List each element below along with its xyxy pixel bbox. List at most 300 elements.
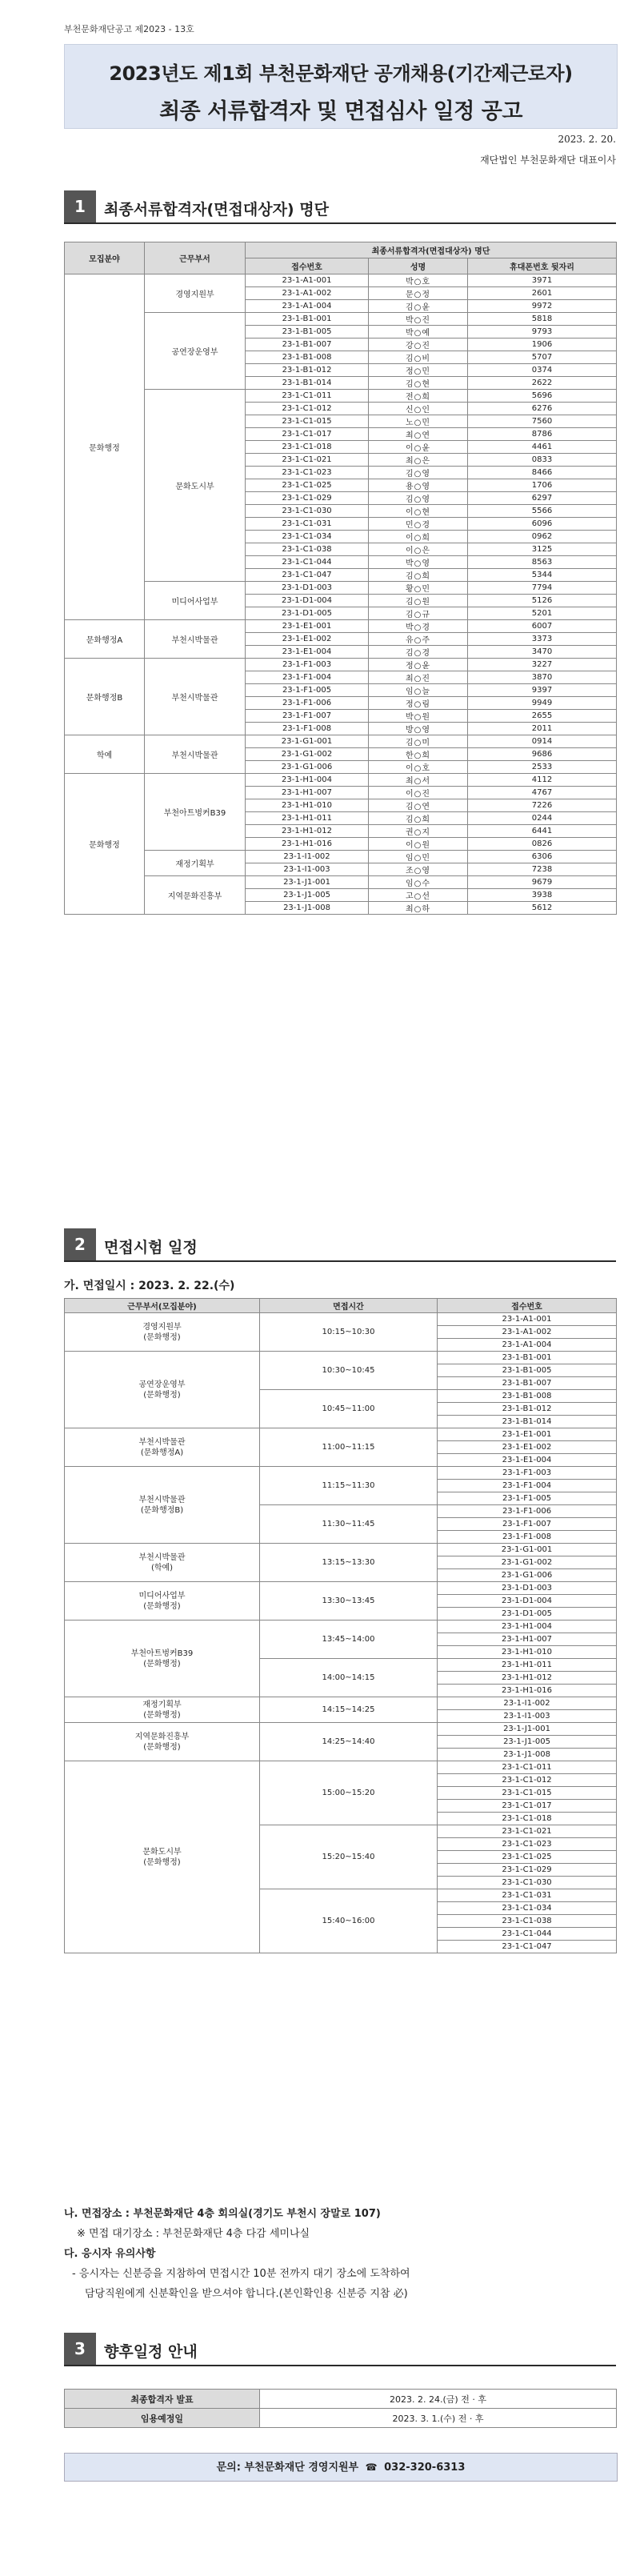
section2-number: 2 <box>64 1228 96 1260</box>
schedule-id: 23-1-C1-015 <box>438 1787 617 1800</box>
cell-id: 23-1-H1-012 <box>246 825 369 838</box>
cell-phone: 6276 <box>468 403 617 415</box>
schedule-id: 23-1-G1-002 <box>438 1556 617 1569</box>
schedule-time: 13:30~13:45 <box>260 1582 438 1621</box>
cell-name: 김○윤 <box>369 300 468 313</box>
schedule-id: 23-1-C1-011 <box>438 1761 617 1774</box>
schedule-id: 23-1-C1-029 <box>438 1864 617 1877</box>
schedule-id: 23-1-E1-001 <box>438 1428 617 1441</box>
schedule-dept: 재정기획부 <box>142 1700 182 1709</box>
schedule-time: 10:30~10:45 <box>260 1352 438 1390</box>
cell-id: 23-1-G1-006 <box>246 761 369 774</box>
cell-phone: 9397 <box>468 684 617 697</box>
cell-phone: 8466 <box>468 467 617 479</box>
cell-id: 23-1-G1-002 <box>246 748 369 761</box>
schedule-dept: 부천시박물관 <box>138 1552 186 1562</box>
cell-id: 23-1-J1-005 <box>246 889 369 902</box>
cell-id: 23-1-B1-001 <box>246 313 369 326</box>
cell-name: 박○경 <box>369 620 468 633</box>
cell-phone: 5344 <box>468 569 617 582</box>
schedule-id: 23-1-C1-025 <box>438 1851 617 1864</box>
cell-name: 박○영 <box>369 556 468 569</box>
cell-phone: 3373 <box>468 633 617 646</box>
cell-phone: 4461 <box>468 441 617 454</box>
section3-header <box>64 2333 616 2366</box>
cell-phone: 6096 <box>468 518 617 531</box>
cell-dept: 지역문화진흥부 <box>145 876 246 915</box>
col-name-header: 성명 <box>369 258 468 274</box>
schedule-dept: 문화도시부 <box>142 1847 182 1857</box>
cell-name: 김○영 <box>369 467 468 479</box>
cell-phone: 3470 <box>468 646 617 659</box>
schedule-col-id: 접수번호 <box>438 1299 617 1313</box>
cell-name: 노○민 <box>369 415 468 428</box>
schedule-time: 11:30~11:45 <box>260 1505 438 1544</box>
schedule-dept: 부천아트벙커B39 <box>130 1649 194 1658</box>
cell-name: 용○영 <box>369 479 468 492</box>
cell-phone: 5126 <box>468 595 617 607</box>
table-row <box>65 1428 617 1441</box>
cell-phone: 6297 <box>468 492 617 505</box>
schedule-id: 23-1-H1-016 <box>438 1685 617 1697</box>
cell-phone: 0833 <box>468 454 617 467</box>
section3-number: 3 <box>64 2333 96 2365</box>
schedule-time: 15:20~15:40 <box>260 1825 438 1889</box>
table-row <box>65 1313 617 1326</box>
schedule-col-time: 면접시간 <box>260 1299 438 1313</box>
cell-dept: 부천시박물관 <box>145 659 246 735</box>
schedule-id: 23-1-C1-017 <box>438 1800 617 1813</box>
cell-phone: 3971 <box>468 274 617 287</box>
appointment-value: 2023. 3. 1.(수) 전 · 후 <box>260 2409 617 2428</box>
cell-dept: 공연장운영부 <box>145 313 246 390</box>
schedule-id: 23-1-I1-002 <box>438 1697 617 1710</box>
col-field-header: 모집분야 <box>65 242 145 274</box>
cell-field: 문화행정B <box>65 659 145 735</box>
schedule-id: 23-1-B1-008 <box>438 1390 617 1403</box>
cell-id: 23-1-D1-004 <box>246 595 369 607</box>
schedule-field: (문화행정) <box>143 1857 181 1867</box>
cell-phone: 5612 <box>468 902 617 915</box>
cell-phone: 0962 <box>468 531 617 543</box>
cell-name: 김○연 <box>369 799 468 812</box>
schedule-field: (문화행정) <box>143 1659 181 1669</box>
table-row <box>65 1544 617 1556</box>
cell-name: 박○예 <box>369 326 468 339</box>
schedule-time: 14:00~14:15 <box>260 1659 438 1697</box>
cell-phone: 9686 <box>468 748 617 761</box>
cell-name: 최○하 <box>369 902 468 915</box>
cell-phone: 2011 <box>468 723 617 735</box>
cell-id: 23-1-H1-004 <box>246 774 369 787</box>
schedule-dept-cell <box>65 1352 260 1428</box>
cell-id: 23-1-B1-014 <box>246 377 369 390</box>
schedule-id: 23-1-J1-008 <box>438 1749 617 1761</box>
cell-id: 23-1-B1-005 <box>246 326 369 339</box>
schedule-time: 14:25~14:40 <box>260 1723 438 1761</box>
schedule-id: 23-1-I1-003 <box>438 1710 617 1723</box>
schedule-id: 23-1-H1-004 <box>438 1621 617 1633</box>
cell-id: 23-1-C1-018 <box>246 441 369 454</box>
cell-name: 김○희 <box>369 569 468 582</box>
future-schedule-table <box>64 2389 617 2428</box>
schedule-id: 23-1-F1-004 <box>438 1480 617 1492</box>
schedule-field: (문화행정) <box>143 1601 181 1611</box>
cell-phone: 8563 <box>468 556 617 569</box>
schedule-id: 23-1-D1-005 <box>438 1608 617 1621</box>
cell-name: 이○현 <box>369 505 468 518</box>
cell-name: 권○지 <box>369 825 468 838</box>
cell-field: 문화행정 <box>65 774 145 915</box>
cell-id: 23-1-E1-004 <box>246 646 369 659</box>
cell-phone: 6007 <box>468 620 617 633</box>
cell-phone: 9972 <box>468 300 617 313</box>
cell-dept: 재정기획부 <box>145 851 246 876</box>
col-group-header: 최종서류합격자(면접대상자) 명단 <box>246 242 617 258</box>
cell-id: 23-1-F1-003 <box>246 659 369 671</box>
section1-number: 1 <box>64 190 96 222</box>
schedule-id: 23-1-H1-012 <box>438 1672 617 1685</box>
cell-id: 23-1-H1-007 <box>246 787 369 799</box>
cell-phone: 6306 <box>468 851 617 863</box>
schedule-id: 23-1-B1-012 <box>438 1403 617 1416</box>
cell-name: 황○민 <box>369 582 468 595</box>
cell-field: 문화행정 <box>65 274 145 620</box>
cell-name: 김○경 <box>369 646 468 659</box>
schedule-id: 23-1-C1-018 <box>438 1813 617 1825</box>
cell-id: 23-1-C1-029 <box>246 492 369 505</box>
cell-name: 이○진 <box>369 787 468 799</box>
cell-name: 최○서 <box>369 774 468 787</box>
cell-id: 23-1-B1-008 <box>246 351 369 364</box>
cell-name: 박○진 <box>369 313 468 326</box>
schedule-dept: 부천시박물관 <box>138 1495 186 1504</box>
cell-phone: 5707 <box>468 351 617 364</box>
cell-id: 23-1-G1-001 <box>246 735 369 748</box>
publish-date: 2023. 2. 20. <box>558 134 616 145</box>
cell-id: 23-1-C1-011 <box>246 390 369 403</box>
table-row <box>65 313 617 326</box>
cell-id: 23-1-F1-008 <box>246 723 369 735</box>
cell-id: 23-1-H1-016 <box>246 838 369 851</box>
schedule-time: 10:45~11:00 <box>260 1390 438 1428</box>
cell-name: 이○희 <box>369 531 468 543</box>
schedule-id: 23-1-A1-001 <box>438 1313 617 1326</box>
schedule-dept-cell <box>65 1582 260 1621</box>
cell-phone: 0374 <box>468 364 617 377</box>
table-row <box>65 774 617 787</box>
cell-phone: 7238 <box>468 863 617 876</box>
cell-name: 이○호 <box>369 761 468 774</box>
cell-name: 조○영 <box>369 863 468 876</box>
table-row <box>65 1697 617 1710</box>
schedule-id: 23-1-C1-047 <box>438 1941 617 1953</box>
cell-phone: 9679 <box>468 876 617 889</box>
cell-phone: 3227 <box>468 659 617 671</box>
table-row <box>65 582 617 595</box>
cell-id: 23-1-C1-017 <box>246 428 369 441</box>
section1-title: 최종서류합격자(면접대상자) 명단 <box>104 201 329 218</box>
cell-dept: 부천시박물관 <box>145 620 246 659</box>
cell-name: 김○희 <box>369 812 468 825</box>
cell-name: 박○호 <box>369 274 468 287</box>
cell-id: 23-1-E1-001 <box>246 620 369 633</box>
col-phone-header: 휴대폰번호 뒷자리 <box>468 258 617 274</box>
table-row <box>65 1761 617 1774</box>
cell-phone: 2655 <box>468 710 617 723</box>
cell-dept: 경영지원부 <box>145 274 246 313</box>
cell-dept: 문화도시부 <box>145 390 246 582</box>
schedule-id: 23-1-J1-005 <box>438 1736 617 1749</box>
cell-name: 고○선 <box>369 889 468 902</box>
cell-name: 김○원 <box>369 595 468 607</box>
title-box <box>64 44 618 129</box>
cell-phone: 5566 <box>468 505 617 518</box>
cell-phone: 2601 <box>468 287 617 300</box>
cell-name: 강○진 <box>369 339 468 351</box>
page-title-line1: 2023년도 제1회 부천문화재단 공개채용(기간제근로자) <box>109 62 573 85</box>
cell-id: 23-1-C1-012 <box>246 403 369 415</box>
table-row <box>65 1352 617 1364</box>
table-row <box>65 1467 617 1480</box>
schedule-id: 23-1-J1-001 <box>438 1723 617 1736</box>
cell-name: 정○림 <box>369 697 468 710</box>
cell-phone: 0244 <box>468 812 617 825</box>
cell-dept: 미디어사업부 <box>145 582 246 620</box>
schedule-id: 23-1-G1-001 <box>438 1544 617 1556</box>
section2-title: 면접시험 일정 <box>104 1239 198 1256</box>
cell-id: 23-1-C1-025 <box>246 479 369 492</box>
cell-id: 23-1-C1-031 <box>246 518 369 531</box>
cell-id: 23-1-E1-002 <box>246 633 369 646</box>
cell-id: 23-1-C1-034 <box>246 531 369 543</box>
schedule-id: 23-1-C1-021 <box>438 1825 617 1838</box>
cell-name: 김○비 <box>369 351 468 364</box>
cell-dept: 부천아트벙커B39 <box>145 774 246 851</box>
cell-field: 학예 <box>65 735 145 774</box>
cell-name: 임○수 <box>369 876 468 889</box>
table-row <box>65 735 617 748</box>
cell-phone: 6441 <box>468 825 617 838</box>
cell-name: 이○은 <box>369 543 468 556</box>
schedule-id: 23-1-A1-002 <box>438 1326 617 1339</box>
schedule-table <box>64 1298 617 1953</box>
cell-id: 23-1-I1-002 <box>246 851 369 863</box>
section2-header <box>64 1228 616 1262</box>
cell-phone: 0914 <box>468 735 617 748</box>
contact-phone: 032-320-6313 <box>384 2462 466 2474</box>
schedule-id: 23-1-C1-044 <box>438 1928 617 1941</box>
announce-label: 최종합격자 발표 <box>65 2390 260 2409</box>
cell-id: 23-1-A1-002 <box>246 287 369 300</box>
cell-phone: 4767 <box>468 787 617 799</box>
phone-icon: ☎ <box>365 2462 378 2473</box>
schedule-id: 23-1-H1-011 <box>438 1659 617 1672</box>
schedule-dept-cell <box>65 1723 260 1761</box>
cell-name: 김○현 <box>369 377 468 390</box>
schedule-field: (문화행정) <box>143 1332 181 1342</box>
schedule-dept-cell <box>65 1697 260 1723</box>
schedule-field: (학예) <box>150 1563 174 1572</box>
table-row <box>65 659 617 671</box>
cell-name: 전○희 <box>369 390 468 403</box>
waiting-place: ※ 면접 대기장소 : 부천문화재단 4층 다감 세미나실 <box>77 2228 310 2240</box>
schedule-id: 23-1-D1-004 <box>438 1595 617 1608</box>
schedule-id: 23-1-C1-023 <box>438 1838 617 1851</box>
cell-field: 문화행정A <box>65 620 145 659</box>
cell-name: 이○윤 <box>369 441 468 454</box>
schedule-id: 23-1-D1-003 <box>438 1582 617 1595</box>
cell-name: 방○영 <box>369 723 468 735</box>
schedule-id: 23-1-F1-007 <box>438 1518 617 1531</box>
cell-id: 23-1-J1-008 <box>246 902 369 915</box>
cell-id: 23-1-H1-011 <box>246 812 369 825</box>
cell-id: 23-1-D1-003 <box>246 582 369 595</box>
cell-phone: 0826 <box>468 838 617 851</box>
announce-value: 2023. 2. 24.(금) 전 · 후 <box>260 2390 617 2409</box>
table-row <box>65 1621 617 1633</box>
cell-phone: 1906 <box>468 339 617 351</box>
cell-phone: 4112 <box>468 774 617 787</box>
schedule-dept-cell <box>65 1544 260 1582</box>
schedule-dept-cell <box>65 1467 260 1544</box>
cell-id: 23-1-C1-047 <box>246 569 369 582</box>
schedule-field: (문화행정B) <box>140 1505 184 1515</box>
cell-id: 23-1-B1-007 <box>246 339 369 351</box>
table-row <box>65 876 617 889</box>
schedule-time: 10:15~10:30 <box>260 1313 438 1352</box>
cell-id: 23-1-D1-005 <box>246 607 369 620</box>
col-id-header: 접수번호 <box>246 258 369 274</box>
schedule-id: 23-1-H1-007 <box>438 1633 617 1646</box>
cell-dept: 부천시박물관 <box>145 735 246 774</box>
cell-id: 23-1-C1-030 <box>246 505 369 518</box>
cell-id: 23-1-F1-004 <box>246 671 369 684</box>
schedule-dept: 공연장운영부 <box>138 1380 186 1389</box>
col-dept-header: 근무부서 <box>145 242 246 274</box>
cell-phone: 3870 <box>468 671 617 684</box>
cell-name: 이○원 <box>369 838 468 851</box>
table-row <box>65 620 617 633</box>
cell-id: 23-1-C1-023 <box>246 467 369 479</box>
cell-phone: 2533 <box>468 761 617 774</box>
schedule-id: 23-1-B1-007 <box>438 1377 617 1390</box>
cell-name: 박○원 <box>369 710 468 723</box>
schedule-table-body <box>65 1313 617 1953</box>
caution-title: 다. 응시자 유의사항 <box>64 2248 156 2260</box>
schedule-field: (문화행정) <box>143 1710 181 1720</box>
table-row <box>65 1582 617 1595</box>
cell-id: 23-1-F1-007 <box>246 710 369 723</box>
schedule-time: 13:45~14:00 <box>260 1621 438 1659</box>
cell-name: 최○연 <box>369 428 468 441</box>
schedule-id: 23-1-C1-034 <box>438 1902 617 1915</box>
interview-place: 나. 면접장소 : 부천문화재단 4층 회의실(경기도 부천시 장말로 107) <box>64 2208 381 2220</box>
table-row <box>65 2409 617 2428</box>
schedule-dept: 경영지원부 <box>142 1322 182 1332</box>
cell-id: 23-1-A1-004 <box>246 300 369 313</box>
cell-id: 23-1-B1-012 <box>246 364 369 377</box>
schedule-dept: 지역문화진흥부 <box>134 1732 190 1741</box>
table-row <box>65 1723 617 1736</box>
cell-phone: 2622 <box>468 377 617 390</box>
table-row <box>65 851 617 863</box>
cell-name: 민○경 <box>369 518 468 531</box>
cell-id: 23-1-C1-038 <box>246 543 369 556</box>
cell-id: 23-1-F1-005 <box>246 684 369 697</box>
schedule-id: 23-1-B1-001 <box>438 1352 617 1364</box>
schedule-time: 13:15~13:30 <box>260 1544 438 1582</box>
cell-name: 김○영 <box>369 492 468 505</box>
cell-name: 김○미 <box>369 735 468 748</box>
table-row <box>65 274 617 287</box>
schedule-id: 23-1-C1-031 <box>438 1889 617 1902</box>
applicant-table <box>64 242 617 915</box>
schedule-id: 23-1-C1-038 <box>438 1915 617 1928</box>
schedule-dept: 부천시박물관 <box>138 1437 186 1447</box>
cell-name: 임○민 <box>369 851 468 863</box>
cell-id: 23-1-I1-003 <box>246 863 369 876</box>
schedule-time: 11:15~11:30 <box>260 1467 438 1505</box>
cell-phone: 3125 <box>468 543 617 556</box>
cell-name: 김○규 <box>369 607 468 620</box>
cell-name: 유○주 <box>369 633 468 646</box>
schedule-time: 15:00~15:20 <box>260 1761 438 1825</box>
schedule-id: 23-1-G1-006 <box>438 1569 617 1582</box>
applicant-table-body <box>65 274 617 915</box>
schedule-field: (문화행정) <box>143 1742 181 1752</box>
schedule-id: 23-1-E1-002 <box>438 1441 617 1454</box>
schedule-dept-cell <box>65 1621 260 1697</box>
cell-phone: 7226 <box>468 799 617 812</box>
schedule-dept-cell <box>65 1313 260 1352</box>
cell-name: 정○윤 <box>369 659 468 671</box>
cell-phone: 7560 <box>468 415 617 428</box>
cell-phone: 9949 <box>468 697 617 710</box>
schedule-id: 23-1-C1-012 <box>438 1774 617 1787</box>
cell-id: 23-1-C1-044 <box>246 556 369 569</box>
cell-phone: 9793 <box>468 326 617 339</box>
cell-name: 문○정 <box>369 287 468 300</box>
schedule-id: 23-1-F1-003 <box>438 1467 617 1480</box>
cell-name: 최○진 <box>369 671 468 684</box>
appointment-label: 임용예정일 <box>65 2409 260 2428</box>
contact-prefix: 문의: 부천문화재단 경영지원부 <box>216 2462 359 2474</box>
section3-title: 향후일정 안내 <box>104 2343 198 2361</box>
cell-phone: 8786 <box>468 428 617 441</box>
cell-id: 23-1-F1-006 <box>246 697 369 710</box>
cell-name: 임○늘 <box>369 684 468 697</box>
cell-name: 최○은 <box>369 454 468 467</box>
cell-name: 한○희 <box>369 748 468 761</box>
cell-phone: 5818 <box>468 313 617 326</box>
section1-header <box>64 190 616 224</box>
cell-phone: 5696 <box>468 390 617 403</box>
schedule-time: 14:15~14:25 <box>260 1697 438 1723</box>
cell-id: 23-1-A1-001 <box>246 274 369 287</box>
caution-line2: 담당직원에게 신분확인을 받으셔야 합니다.(본인확인용 신분증 지참 必) <box>85 2288 408 2300</box>
page-title-line2: 최종 서류합격자 및 면접심사 일정 공고 <box>159 99 522 124</box>
cell-id: 23-1-C1-021 <box>246 454 369 467</box>
cell-id: 23-1-J1-001 <box>246 876 369 889</box>
schedule-id: 23-1-F1-006 <box>438 1505 617 1518</box>
publisher: 재단법인 부천문화재단 대표이사 <box>480 154 616 166</box>
cell-phone: 7794 <box>468 582 617 595</box>
cell-phone: 5201 <box>468 607 617 620</box>
schedule-id: 23-1-C1-030 <box>438 1877 617 1889</box>
schedule-id: 23-1-F1-008 <box>438 1531 617 1544</box>
contact-box <box>64 2453 618 2482</box>
